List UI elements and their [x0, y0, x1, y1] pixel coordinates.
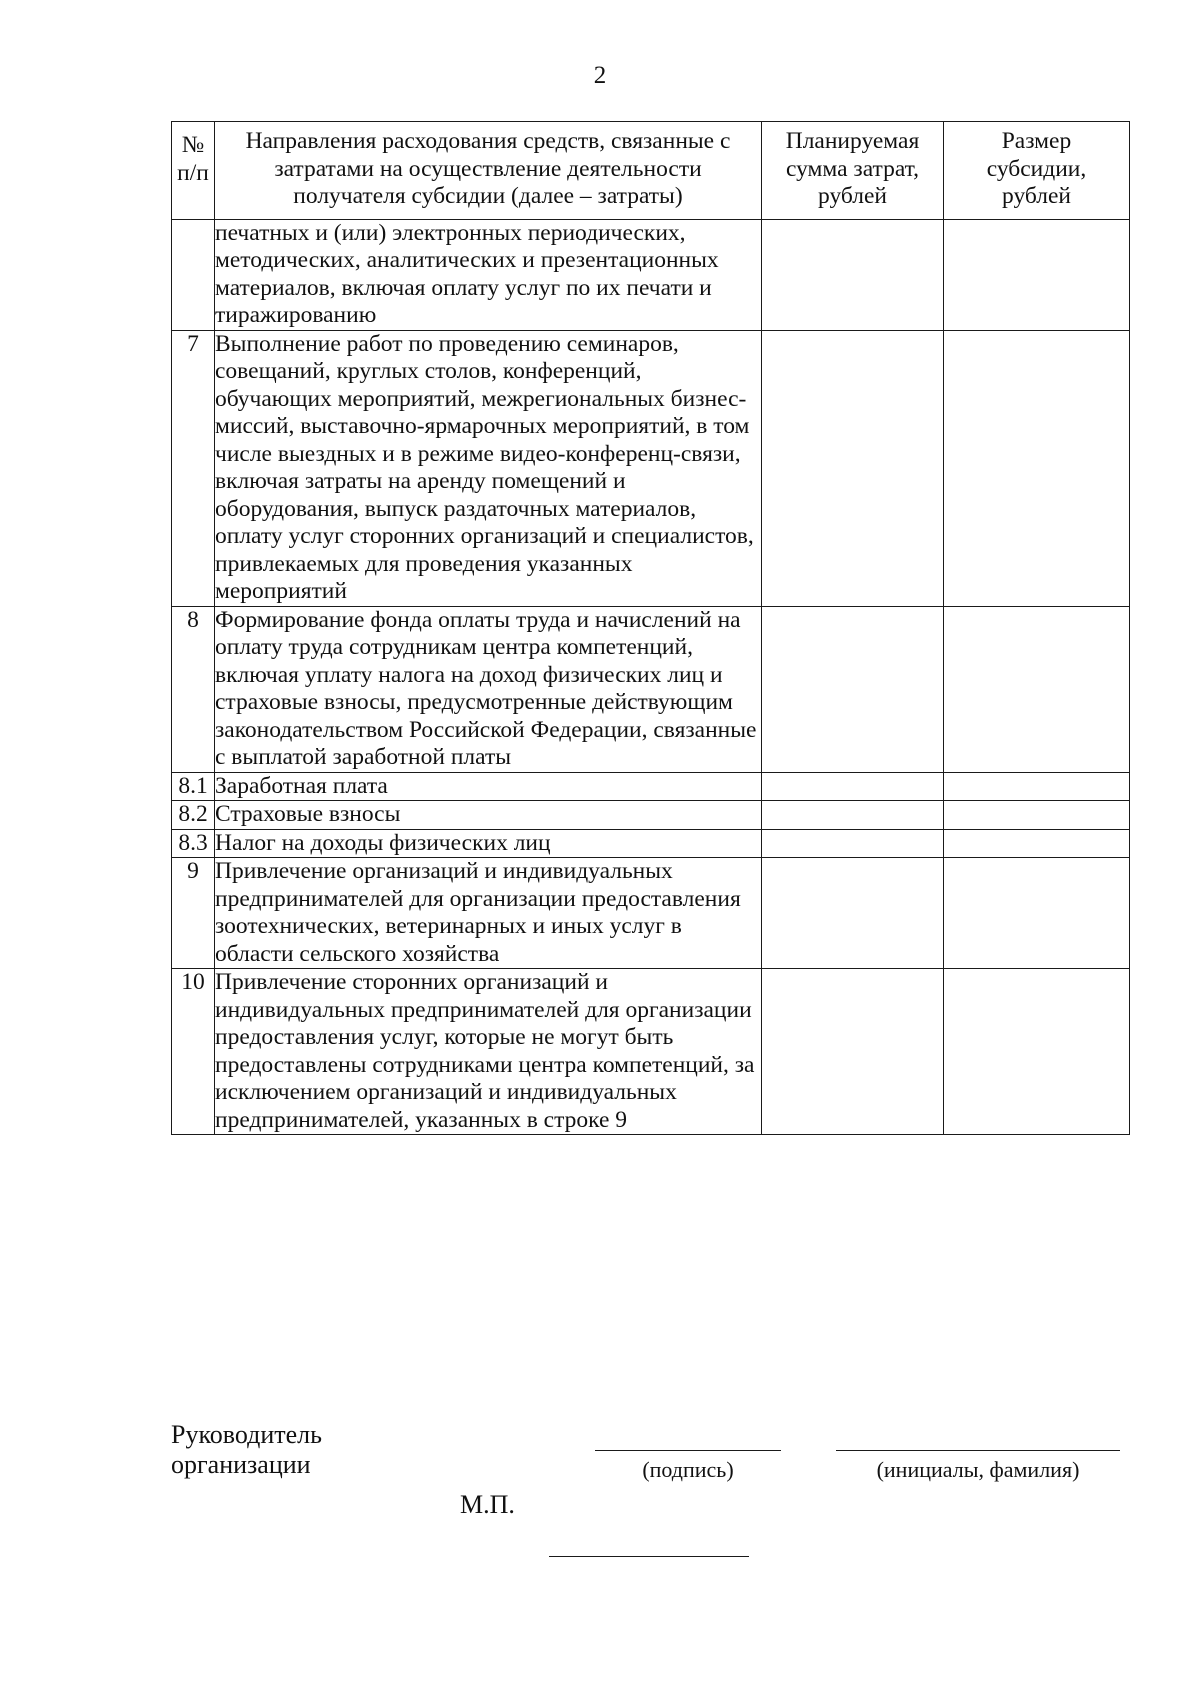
table-row [172, 829, 1130, 858]
row-number: 8 [172, 606, 215, 772]
row-number: 8.3 [172, 829, 215, 858]
row-subsidy-cell [944, 858, 1130, 969]
row-description: Налог на доходы физических лиц [215, 829, 762, 858]
table-row [172, 330, 1130, 606]
table-row [172, 772, 1130, 801]
table-row [172, 219, 1130, 330]
bottom-line [549, 1556, 749, 1557]
row-planned-cell [762, 772, 944, 801]
row-subsidy-cell [944, 969, 1130, 1135]
signature-caption: (подпись) [642, 1457, 734, 1482]
row-subsidy-cell [944, 330, 1130, 606]
signature-line [595, 1450, 781, 1451]
row-subsidy-cell [944, 606, 1130, 772]
row-number: 8.2 [172, 801, 215, 830]
row-description: Привлечение организаций и индивидуальных предпринимателей для организации предоставления зоотехнических, ветеринарных и иных услуг в области сельского хозяйства [215, 858, 762, 969]
table-row [172, 801, 1130, 830]
row-subsidy-cell [944, 219, 1130, 330]
row-planned-cell [762, 829, 944, 858]
header-num: № п/п [172, 122, 215, 220]
row-description: Выполнение работ по проведению семинаров, совещаний, круглых столов, конференций, обучающих мероприятий, межрегиональных бизнес-миссий, выставочно-ярмарочных мероприятий, в том числе выездных и в режиме видео-конференц-связи, включая затраты на аренду помещений и оборудования, выпуск раздаточных материалов, оплату услуг сторонних организаций и специалистов, привлекаемых для проведения указанных мероприятий [215, 330, 762, 606]
row-subsidy-cell [944, 772, 1130, 801]
head-of-organization-label: Руководитель организации [171, 1420, 322, 1479]
row-subsidy-cell [944, 829, 1130, 858]
cost-table [171, 121, 1130, 1135]
row-number: 10 [172, 969, 215, 1135]
table-header-row [172, 122, 1130, 220]
row-planned-cell [762, 969, 944, 1135]
table-row [172, 858, 1130, 969]
page-number: 2 [593, 62, 607, 89]
row-planned-cell [762, 219, 944, 330]
header-description: Направления расходования средств, связанные с затратами на осуществление деятельности получателя субсидии (далее – затраты) [215, 122, 762, 220]
row-planned-cell [762, 606, 944, 772]
table-row [172, 969, 1130, 1135]
row-number: 9 [172, 858, 215, 969]
row-planned-cell [762, 330, 944, 606]
row-description: Страховые взносы [215, 801, 762, 830]
row-planned-cell [762, 801, 944, 830]
name-line [836, 1450, 1120, 1451]
table-row [172, 606, 1130, 772]
row-description: Привлечение сторонних организаций и индивидуальных предпринимателей для организации предоставления услуг, которые не могут быть предоставлены сотрудниками центра компетенций, за исключением организаций и индивидуальных предпринимателей, указанных в строке 9 [215, 969, 762, 1135]
row-planned-cell [762, 858, 944, 969]
header-planned: Планируемая сумма затрат, рублей [762, 122, 944, 220]
row-description: Формирование фонда оплаты труда и начислений на оплату труда сотрудникам центра компетенций, включая уплату налога на доход физических лиц и страховые взносы, предусмотренные действующим законодательством Российской Федерации, связанные с выплатой заработной платы [215, 606, 762, 772]
row-description: Заработная плата [215, 772, 762, 801]
row-number: 8.1 [172, 772, 215, 801]
row-number [172, 219, 215, 330]
row-description: печатных и (или) электронных периодических, методических, аналитических и презентационных материалов, включая оплату услуг по их печати и тиражированию [215, 219, 762, 330]
row-subsidy-cell [944, 801, 1130, 830]
stamp-label: М.П. [460, 1490, 515, 1519]
header-subsidy: Размер субсидии, рублей [944, 122, 1130, 220]
name-caption: (инициалы, фамилия) [876, 1457, 1080, 1482]
row-number: 7 [172, 330, 215, 606]
